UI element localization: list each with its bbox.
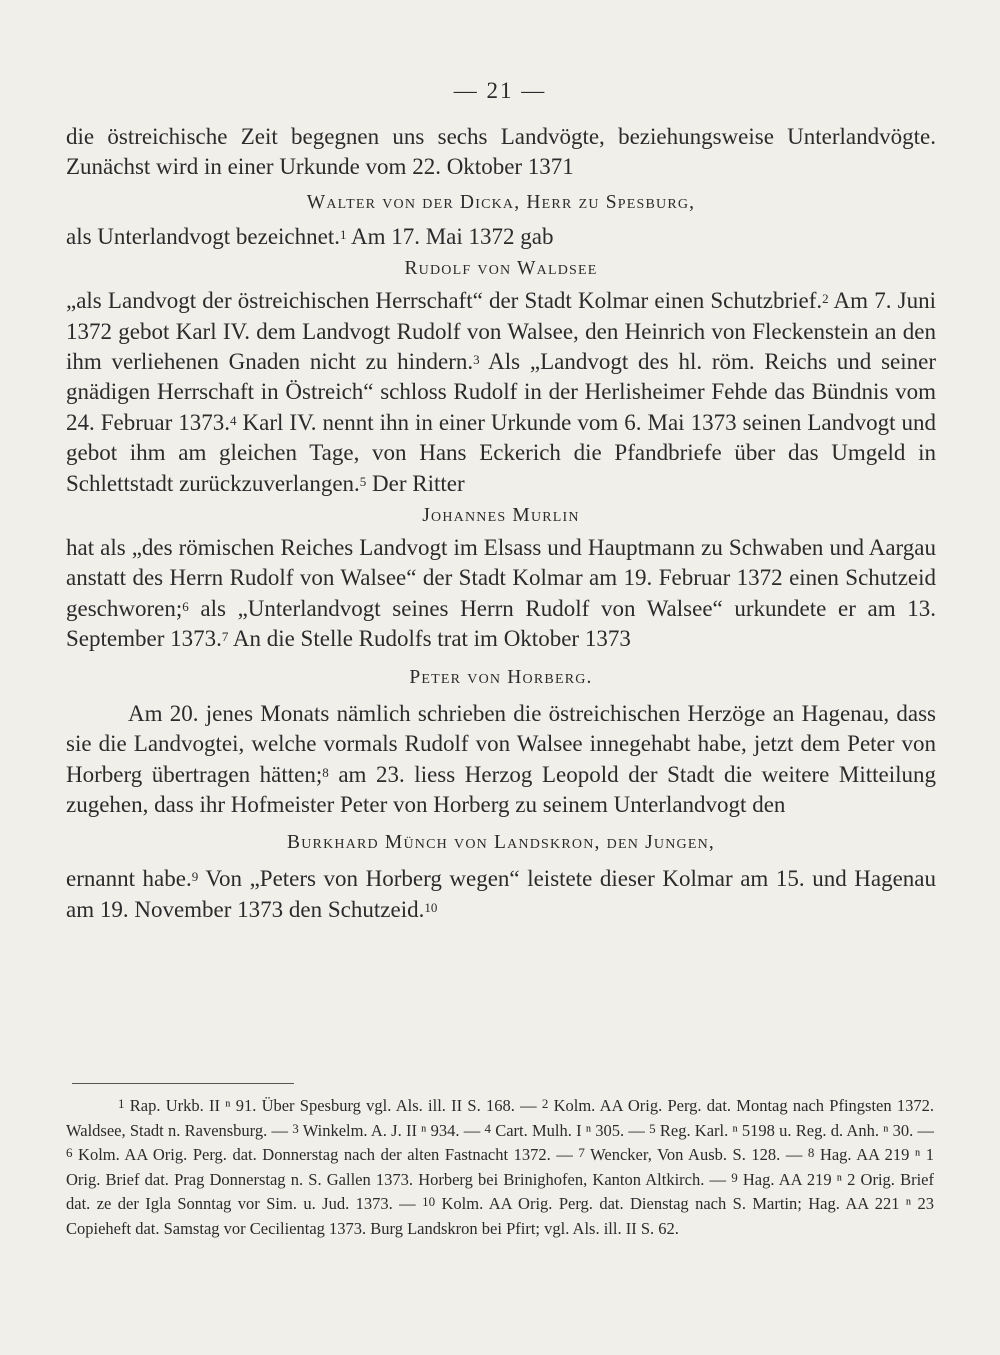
footnote-mark-4: 4 bbox=[484, 1120, 491, 1136]
footnote-2: Kolm. AA Orig. Perg. dat. Montag nach Pfingsten 1372. Waldsee, Stadt n. Ravensburg. — bbox=[66, 1096, 934, 1140]
paragraph-4: hat als „des römischen Reiches Landvogt im Elsass und Hauptmann zu Schwaben und Aargau anstatt des Herrn Rudolf von Walsee“ der Stadt Kolmar am 19. Februar 1372 einen Schutzeid geschworen;$^6$ als „Unterlandvogt seines Herrn Rudolf von Walsee“ urkundete er am 13. September 1373.$^7$ An die Stelle Rudolfs trat im Oktober 1373 bbox=[66, 535, 936, 652]
footnote-mark-7: 7 bbox=[578, 1145, 585, 1160]
paragraph-1: die östreichische Zeit begegnen uns sechs Landvögte, beziehungsweise Unterlandvögte. Zunächst wird in einer Urkunde vom 22. Oktober 1371 bbox=[66, 124, 936, 180]
person-name-burkhard: Burkhard Münch von Landskron, den Jungen, bbox=[287, 832, 715, 854]
footnote-mark-6: 6 bbox=[66, 1145, 73, 1160]
footnote-mark-2: 2 bbox=[541, 1096, 549, 1111]
paragraph-6: ernannt habe.$^9$ Von „Peters von Horberg wegen“ leistete dieser Kolmar am 15. und Hagenau am 19. November 1373 den Schutzeid.$^{10}$ bbox=[66, 866, 936, 922]
footnote-7: Wencker, Von Ausb. S. 128. — bbox=[584, 1145, 808, 1164]
paragraph-5: Am 20. jenes Monats nämlich schrieben die östreichischen Herzöge an Hagenau, dass sie die Landvogtei, welche vormals Rudolf von Walsee innegehabt habe, jetzt dem Peter von Horberg übertragen hätten;$^8$ am 23. liess Herzog Leopold der Stadt die weitere Mitteilung zugehen, dass ihr Hofmeister Peter von Horberg zu seinem Unterlandvogt den bbox=[66, 700, 936, 817]
footnote-ref-5: 5 bbox=[359, 473, 367, 489]
footnote-9: Hag. AA 219 ⁿ 2 Orig. Brief dat. ze der Igla Sonntag vor Sim. u. Jud. 1373. — bbox=[66, 1169, 934, 1213]
footnote-mark-3: 3 bbox=[292, 1120, 299, 1136]
footnote-3: Winkelm. A. J. II ⁿ 934. — bbox=[298, 1120, 485, 1140]
footnotes bbox=[66, 1094, 934, 1241]
footnote-ref-4: 4 bbox=[230, 412, 237, 428]
footnote-mark-10: 10 bbox=[422, 1194, 436, 1209]
paragraph-3: „als Landvogt der östreichischen Herrschaft“ der Stadt Kolmar einen Schutzbrief.$^2$ Am 7. Juni 1372 gebot Karl IV. dem Landvogt Rudolf von Walsee, den Heinrich von Fleckenstein an den ihm verliehenen Gnaden nicht zu hindern.$^3$ Als „Landvogt des hl. röm. Reichs und seiner gnädigen Herrschaft in Östreich“ schloss Rudolf in der Herlisheimer Fehde das Bündnis vom 24. Februar 1373.$^4$ Karl IV. nennt ihn in einer Urkunde vom 6. Mai 1373 seinen Landvogt und gebot ihm am gleichen Tage, von Hans Eckerich die Pfandbriefe über das Umgeld in Schlettstadt zurückzuverlangen.$^5$ Der Ritter bbox=[66, 288, 936, 496]
person-name-walter: Walter von der Dicka, Herr zu Spesburg, bbox=[306, 191, 696, 213]
footnote-10: Kolm. AA Orig. Perg. dat. Dienstag nach S. Martin; Hag. AA 221 ⁿ 23 Copieheft dat. Samstag vor Cecilientag 1373. Burg Landskron bei Pfirt; vgl. Als. ill. II S. 62. bbox=[66, 1194, 935, 1238]
main-text bbox=[66, 122, 936, 925]
footnote-6: Kolm. AA Orig. Perg. dat. Donnerstag nach der alten Fastnacht 1372. — bbox=[72, 1145, 579, 1164]
footnote-1: Rap. Urkb. II ⁿ 91. Über Spesburg vgl. Als. ill. II S. 168. — bbox=[124, 1096, 542, 1115]
footnote-5: Reg. Karl. ⁿ 5198 u. Reg. d. Anh. ⁿ 30. — bbox=[655, 1120, 935, 1140]
footnote-mark-1: 1 bbox=[118, 1096, 125, 1111]
footnote-ref-8: 8 bbox=[322, 764, 329, 780]
paragraph-2: als Unterlandvogt bezeichnet.$^1$ Am 17. Mai 1372 gab bbox=[66, 223, 554, 249]
footnote-ref-7: 7 bbox=[221, 629, 229, 645]
footnote-4: Cart. Mulh. I ⁿ 305. — bbox=[490, 1120, 650, 1140]
footnote-ref-6: 6 bbox=[182, 598, 189, 614]
footnote-ref-1: 1 bbox=[339, 226, 347, 242]
person-name-peter: Peter von Horberg. bbox=[409, 666, 593, 688]
page-number: — 21 — bbox=[453, 78, 547, 103]
footnote-divider bbox=[72, 1083, 294, 1084]
footnote-ref-2: 2 bbox=[822, 291, 829, 307]
footnote-mark-8: 8 bbox=[807, 1145, 815, 1160]
person-name-johannes: Johannes Murlin bbox=[422, 505, 580, 527]
person-name-rudolf: Rudolf von Waldsee bbox=[404, 258, 598, 280]
footnote-8: Hag. AA 219 ⁿ 1 Orig. Brief dat. Prag Donnerstag n. S. Gallen 1373. Horberg bei Brinighofen, Kanton Altkirch. — bbox=[66, 1145, 934, 1189]
footnote-mark-9: 9 bbox=[731, 1169, 738, 1185]
footnote-ref-3: 3 bbox=[473, 352, 480, 368]
footnote-ref-9: 9 bbox=[191, 869, 199, 885]
footnote-ref-10: 10 bbox=[424, 899, 438, 915]
footnote-mark-5: 5 bbox=[649, 1120, 656, 1136]
footnote-block bbox=[66, 1094, 934, 1241]
